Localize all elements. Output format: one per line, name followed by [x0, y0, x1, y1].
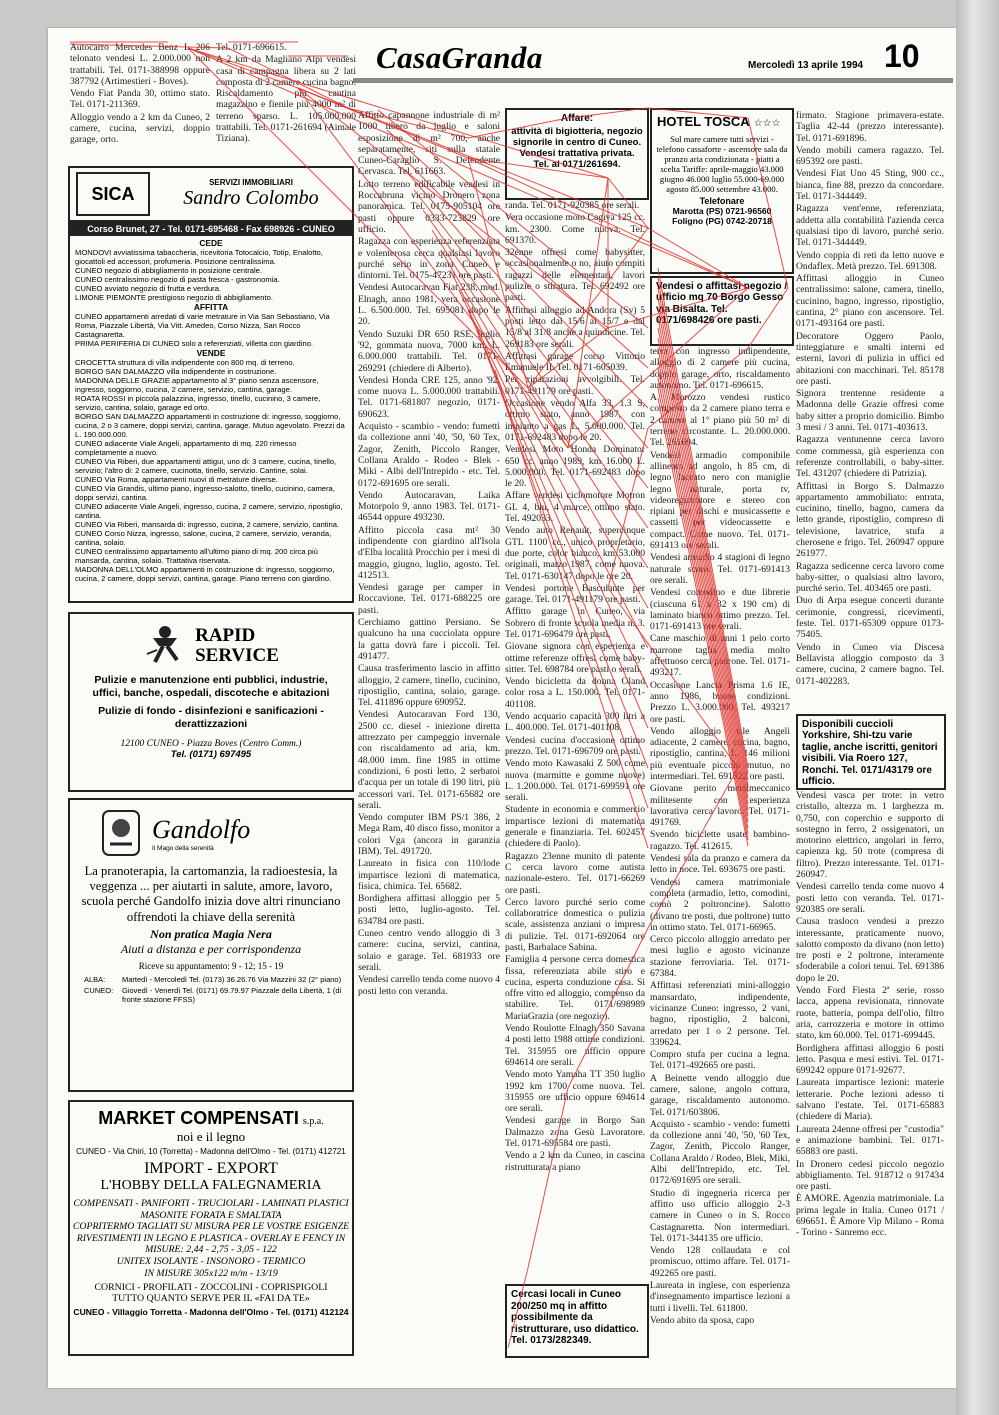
sica-listing: CUNEO appartamenti arredati di varie metrature in Via San Sebastiano, Via Roma, Piazzale Libertà, Via Vitt. Amedeo, Corso Nizza, San Rocco Castagnaretta.	[75, 312, 330, 339]
red-annotation-stroke	[648, 348, 748, 428]
gandolfo-alba-text: Martedì - Mercoledì Tel. (0173) 36.26.76 Via Mazzini 32 (2° piano)	[122, 974, 342, 984]
sica-listing: LIMONE PIEMONTE prestigioso negozio di abbigliamento.	[75, 293, 273, 302]
sica-listing: CUNEO centralissimo appartamento all'ultimo piano di mq. 200 circa più mansarda, cantina, solaio. Trattativa riservata.	[75, 547, 318, 565]
gandolfo-subtitle: Il Mago della serenità	[152, 844, 214, 852]
red-annotation-stroke	[748, 288, 788, 348]
gandolfo-magia: Non pratica Magia Nera	[150, 926, 272, 941]
market-import: IMPORT - EXPORT	[144, 1160, 278, 1177]
market-title: MARKET COMPENSATI	[98, 1108, 299, 1128]
cercasi-text: Cercasi locali in Cuneo 200/250 mq in affitto possibilmente da ristrutturare, uso didattico. Tel. 0173/282349.	[511, 1289, 639, 1347]
red-annotation-stroke	[608, 288, 748, 328]
red-annotation-stroke	[658, 288, 748, 780]
red-annotation-stroke	[658, 358, 748, 822]
classified-ad: Vendesi sala da pranzo e camera da letto in noce. Tel. 693675 ore pasti.	[650, 853, 790, 876]
market-address: CUNEO - Via Chiri, 10 (Torretta) - Madonna dell'Olmo - Tel. (0171) 412721	[76, 1147, 346, 1156]
gandolfo-aiuti: Aiuti a distanza e per corrispondenza	[120, 941, 302, 956]
page-number: 10	[884, 38, 920, 74]
classified-ad: Vendesi vasca per trote: in vetro cristallo, altezza m. 1 larghezza m. 0,750, con coperchio e supporto di sostegno in ferro, 2 ossigenatori, un motorino elettrico, angolari in ferro, capienza kg. 50 trote (compresa di filtro). Prezzo interessante. Tel. 0171-260947.	[796, 790, 944, 881]
classified-ad: Signora trentenne residente a Madonna delle Grazie offresi come baby sitter a proprio domicilio. Bimbo 3 mesi / 3 anni. Tel. 0171-403613.	[796, 388, 944, 434]
classified-ad: Vendesi carrello tenda come nuovo 4 posti letto con veranda.	[358, 974, 500, 997]
red-annotation-stroke	[658, 338, 748, 810]
classified-ad: Vendo 128 collaudata e col promiscuo, ottimo affare. Tel. 0171-492265 ore pasti.	[650, 1245, 790, 1279]
gandolfo-cuneo-text: Giovedì - Venerdì Tel. (0171) 69.79.97 Piazzale della Libertà, 1 (di fronte stazione FFSS)	[122, 985, 342, 1004]
classified-ad: Acquisto - scambio - vendo: fumetti da collezione anni '40, '50, '60 Tex, Zagor, Zenith, Piccolo Ranger, Collana Araldo - Rodeo - Blek - Miki - Albi dell'Intrepido - etc. Tel. 0172-691695 ore serali.	[358, 421, 500, 489]
rapid-title-2: SERVICE	[195, 645, 279, 666]
classified-ad: Lotto terreno edificabile vendesi in Roccabruna vicino Dronero zona panoramica. Tel. 0175-905104 ore pasti oppure 0333-723829 ore ufficio.	[358, 178, 500, 235]
classified-ad: Vendesi Honda CRE 125, anno '92, come nuova L. 5.000.000 trattabili. Tel. 0171-681807 negozio, 0171-690623.	[358, 374, 500, 420]
red-annotation-stroke	[528, 328, 608, 388]
red-annotation-stroke	[508, 1268, 528, 1348]
classified-ad: Vendesi Moto Honda Dominator 650 cc. anno 1989, km 16.000 L. 5.000.000. Tel. 0171-692483 dopo le 20.	[505, 444, 645, 490]
classified-ad: Cuneo centro vendo alloggio di 3 camere: cucina, servizi, cantina, solaio e garage. Tel. 681933 ore serali.	[358, 928, 500, 973]
red-annotation-stroke	[658, 378, 748, 834]
classified-ad: Cerchiamo gattino Persiano. Se qualcuno ha una cucciolata oppure la gatta dovrà fare i piccoli. Tel. 491477.	[358, 617, 500, 662]
market-product-line: MASONITE FORATA E SMALTATA	[140, 1209, 282, 1221]
red-annotation-stroke	[568, 928, 648, 1088]
classified-ad: Laureata in inglese, con esperienza d'insegnamento impartisce lezioni a tutti i livelli. Tel. 611800.	[650, 1280, 790, 1314]
classified-ad: Laureata impartisce lezioni: materie letterarie. Poche lezioni adesso ti salvano l'estate. Tel. 0171-65883 (chiedere di Maria).	[796, 1077, 944, 1123]
sica-listing: CUNEO Via Riberi, due appartamenti attigui, uno di: 3 camere, cucina, tinello, servizio; l'altro di: 2 camere, cucinotta, tinello, servizio. Cantine, solai.	[75, 457, 337, 475]
classified-ad: Bordighera affittasi alloggio 6 posti letto. Pasqua e mesi estivi. Tel. 0171-699242 oppure 0171-92677.	[796, 1042, 944, 1077]
classified-ad: Vendesi Autocaravan Ford 130, 2500 cc. diesel - iniezione diretta attrezzato per campeggio invernale con riscaldamento ad aria, km. 48.000 imm. fine 1985 in ottime condizioni, 6 posti letto, 2 serbatoi d'acqua per un totale di 190 litri, più accessori vari. Tel. 0171-65682 ore serali.	[358, 709, 500, 811]
classified-ad: Vendo auto Renault, supercinque GTL 1100 cc., unico proprietario, due porte, color bianco, km 53.000 originali, marzo 1987, come nuova. Tel. 0171-630147 dopo le ore 20.	[505, 525, 645, 582]
page-date: Mercoledì 13 aprile 1994	[748, 60, 864, 71]
classified-ad: Vendo mobili camera ragazzo. Tel. 695392 ore pasti.	[796, 144, 944, 168]
red-annotation-stroke	[495, 370, 648, 848]
red-annotation-stroke	[658, 388, 748, 840]
sica-listing: CUNEO adiacente Viale Angeli, appartamento di mq. 220 rimesso completamente a nuovo.	[75, 439, 297, 457]
classified-ad: Vendo computer IBM PS/1 386, 2 Mega Ram, 40 disco fisso, monitor a colori Vga (ancora in garanzia IBM). Tel. 491720.	[358, 812, 500, 857]
classified-ad: Cerco lavoro purché serio come collaboratrice domestica o pulizia scale, assistenza anziani o impresa di pulizie. Tel. 0171-692064 ore pasti, Barbalace Sabina.	[505, 896, 645, 953]
red-annotation-stroke	[70, 44, 228, 48]
hotel-text: Sul mare camere tutti servizi - telefono cassaforte - ascensore sala da pranzo aria condizionata - piatti a scelta Tariffe: aprile-maggio 43.000 giugno 46.000 luglio 55.000-69.000 agosto 85.000 settembre 43.000.	[656, 134, 788, 194]
sica-listing: ROATA ROSSI in piccola palazzina, ingresso, tinello, cucinino, 3 camere, servizio, cantina, solaio, garage ed orto.	[75, 394, 321, 412]
red-annotation-stroke	[608, 428, 648, 588]
classified-ad: Vendo Suzuki DR 650 RSE, luglio '92, gommata nuova, 7000 km, L. 6.000.000 trattabili. Tel. 0171-269291 (chiedere di Alberto).	[358, 328, 500, 374]
classified-ad: Vendo bicicletta da donna Oland color rosa a L. 150.000. Tel. 0171-401108.	[505, 676, 645, 710]
hotel-title: HOTEL TOSCA	[657, 114, 750, 129]
classified-ad: Ragazza sedicenne cerca lavoro come baby-sitter, o qualsiasi altro lavoro, purché serio. Tel. 403465 ore pasti.	[796, 560, 944, 595]
gandolfo-cuneo-label: CUNEO:	[84, 985, 114, 995]
classified-ad: Vendo moto Kawasaki Z 500 come nuova (marmitte e gomme nuove) L. 1.200.000. Tel. 0171-699591 ore serali.	[505, 758, 645, 804]
classified-ad: Vendo coppia di reti da letto nuove e Ondaflex. Metà prezzo. Tel. 691308.	[796, 249, 944, 272]
classified-ad: Vendesi Autocaravan Fiat 238, mod. Elnagh, anno 1981, vera occasione L. 6.500.000. Tel. 695081 dopo le 20.	[358, 282, 500, 328]
classified-ad: Affittasi alloggio ad Andora (Sv) 5 posti letto dal 15/6 al 15/7 e dal 15/8 al 31/8 anche a quindicine. Tel. 269183 ore serali.	[505, 304, 645, 350]
sica-listing: MADONNA DELLE GRAZIE appartamento al 3° piano senza ascensore, ingresso, soggiorno, cucina, 2 camere, servizio, cantina, garage.	[75, 376, 319, 394]
classified-ad: Famiglia 4 persone cerca domestica fissa, referenziata abile stiro e cucina, esperta conduzione casa. Si offre vitto ed alloggio, compenso da stabilire. Tel. 0171/698989 MariaGrazia (ore negozio).	[505, 954, 645, 1022]
classified-ad: Laureato in fisica con 110/lode impartisce lezioni di matematica, fisica, chimica. Tel. 65682.	[358, 858, 500, 892]
classified-ad: Affittasi in Borgo S. Dalmazzo appartamento ammobiliato: entrata, cucinino, tinello, bagno, camera da letto grande, ripostiglio, compreso di televisione, lavatrice, stufa a cherosene e frigo. Tel. 260947 oppure 261977.	[796, 480, 944, 560]
classified-ad: Vendo alloggio v.le Angeli adiacente, 2 camere, cucina, bagno, ripostiglio, cantina, L. 146 milioni più eventuale piccolo mutuo, no intermediari. Tel. 691322 ore pasti.	[650, 725, 790, 782]
classified-ad: Ragazzo 23enne munito di patente C cerca lavoro come autista nazionale-estero. Tel. 0171-66269 ore pasti.	[505, 850, 645, 896]
gandolfo-text: La pranoterapia, la cartomanzia, la radioestesia, la veggenza ... per aiutarti in salute, amore, lavoro, scuola perché Gandolfo inizia dove altri rinunciano offrendoti la chiave della serenità	[81, 864, 341, 924]
sica-listing: BORGO SAN DALMAZZO villa indipendente in costruzione.	[75, 367, 277, 376]
sica-address: Corso Brunet, 27 - Tel. 0171-695468 - Fax 698926 - CUNEO	[70, 222, 352, 236]
sica-listing: CUNEO Corso Nizza, ingresso, salone, cucina, 2 camere, servizio, veranda, cantina, solaio.	[75, 529, 332, 547]
affare-text: attività di bigiotteria, negozio signorile in centro di Cuneo. Vendesi trattativa privata. Tel. al 0171/261694.	[511, 126, 643, 170]
book-binding	[956, 0, 999, 1415]
rapid-phone: Tel. (0171) 697495	[170, 749, 252, 760]
newspaper-page	[48, 28, 956, 1388]
market-product-line: RIVESTIMENTI IN LEGNO E PLASTICA - OVERLAY E FENCY IN	[76, 1232, 346, 1244]
sica-signature: Sandro Colombo	[183, 187, 319, 209]
classified-ad: Autocarro Mercedes Benz L 206 telonato vendesi L. 2.000.000 non trattabili. Tel. 0171-388998 oppure 387792 (Artimestieri - Boves).	[70, 42, 210, 87]
hotel-stars: ☆☆☆	[753, 118, 781, 129]
classified-ad: Vendesi portone Basculante per garage. Tel. 0171-491179 ore pasti.	[505, 582, 645, 606]
sica-section-title: AFFITTA	[193, 302, 229, 312]
red-annotation-stroke	[648, 768, 738, 928]
classified-ad: Affitto garage in Cuneo, via Sobrero di fronte scuola media n. 3. Tel. 0171-696479 ore pasti.	[505, 606, 645, 640]
sica-listing: CUNEO Via Roma, appartamenti nuovi di metrature diverse.	[75, 475, 278, 484]
classified-ad: Vera occasione moto Cagiva 125 cc. km. 2300. Come nuova. Tel. 691370.	[505, 212, 645, 246]
red-annotation-stroke	[468, 158, 528, 388]
classified-ad: Vendesi camera matrimoniale completa (armadio, letto, comodini, comò 2 poltroncine). Salotto (divano tre posti, due poltrone) tutto in ottimo stato. Tel. 0171-66965.	[650, 876, 790, 933]
classified-ad: Vendo moto Yamaha TT 350 luglio 1992 km 1700 come nuova. Tel. 315955 ore ufficio oppure 694614 ore serali.	[505, 1069, 645, 1115]
classified-ad: È AMORE. Agenzia matrimoniale. La prima legale in Italia. Cuneo 0171 / 696651. È Amore Vip Milano - Roma - Torino - Sanremo ecc.	[796, 1193, 944, 1239]
sica-section-title: VENDE	[196, 348, 226, 358]
classified-ad: Ragazza con esperienza referenziata e volenterosa cerca qualsiasi lavoro purché serio in zona Cuneo e dintorni. Tel. 0175-47231 ore pasti.	[358, 236, 500, 282]
classified-ad: A Morozzo vendesi rustico composto da 2 camere piano terra e 2 camere al 1° piano più 50 m² di terreno circostante. L. 20.000.000. Tel. 261694.	[650, 392, 790, 449]
market-tutto: TUTTO QUANTO SERVE PER IL «FAI DA TE»	[112, 1293, 310, 1305]
sica-logo: SICA	[76, 172, 150, 216]
classified-ad: Vendo abito da sposa, capo	[650, 1314, 755, 1326]
negozio-text: Vendesi o affittasi negozio / ufficio mq 70 Borgo Gesso via Bisalta. Tel. 0171/698426 ore pasti.	[656, 281, 788, 327]
classified-ad: Vendesi armadio componibile allineato ad angolo, h 85 cm, di legno laccato nero con maniglie legno naturale, porta tv, videoregistratore e stereo con ripiani per dischi e musicassette e cassetti per videocassette e compact. Come nuovo. Tel. 0171-691413 ore serali.	[650, 449, 790, 552]
classified-ad: Cerco piccolo alloggio arredato per mesi luglio e agosto vicinanze stazione ferroviaria. Tel. 0171-67384.	[650, 934, 790, 980]
red-annotation-stroke	[528, 1088, 568, 1268]
rapid-text-2: Pulizie di fondo - disinfezioni e sanificazioni - derattizzazioni	[98, 705, 324, 730]
classified-ad: Laureata 24enne offresi per "custodia" e animazione bambini. Tel. 0171-65883 ore pasti.	[796, 1123, 944, 1158]
classified-ad: 32enne offresi come babysitter, occasionalmente o no, aiuto compiti ragazzi delle elementari, lavori pulizie o stiratura. Tel. 692492 ore pasti.	[505, 247, 645, 304]
classified-ad: Affitto piccola casa mt² 30 indipendente con giardino all'Isola d'Elba località Procchio per i mesi di maggio, giugno, luglio, agosto. Tel. 412513.	[358, 524, 500, 581]
red-annotation-stroke	[450, 270, 648, 648]
classified-ad: Vendo acquario capacità 300 litri a L. 400.000. Tel. 0171-401108.	[505, 711, 645, 734]
gandolfo-alba-label: ALBA:	[84, 974, 106, 984]
red-annotation-stroke	[648, 228, 748, 288]
classified-ad: Alloggio vendo a 2 km da Cuneo, 2 camere, cucina, servizi, doppio garage, orto.	[70, 111, 210, 146]
affare-title: Affare:	[560, 113, 594, 124]
classified-ad: Vendo Roulotte Elnagh 350 Savana 4 posti letto 1988 ottime condizioni. Tel. 315955 ore ufficio oppure 694614 ore serali.	[505, 1023, 645, 1068]
classified-ad: Vendesi garage per camper in Roccavione. Tel. 0171-688225 ore pasti.	[358, 582, 500, 616]
sica-listing: CUNEO Via Grandis, ultimo piano, ingresso-salotto, tinello, cucinino, camera, doppi servizi, cantina.	[75, 484, 335, 502]
classified-ad: Vendesi Fiat Uno 45 Sting, 900 cc., bianca, fine 88, prezzo da concordare. Tel. 0171-344449.	[796, 168, 944, 203]
red-annotation-stroke	[228, 48, 348, 108]
red-annotation-stroke	[528, 228, 648, 388]
market-subtitle: noi e il legno	[176, 1129, 246, 1144]
red-annotation-stroke	[658, 268, 748, 768]
red-annotation-stroke	[568, 108, 648, 118]
classified-ad: Affitto capannone industriale di m² 1000 libero da luglio e saloni esposizione di m² 700, anche separatamente, siti sulla statale Cuneo-Caraglio S. Defendente Cervasca. Tel. 611663.	[358, 110, 500, 178]
page-title: CasaGranda	[376, 40, 543, 75]
red-annotation-lines	[48, 28, 956, 1388]
classified-ad: Bordighera affittasi alloggio per 5 posti letto, luglio-agosto. Tel. 634784 ore pasti.	[358, 893, 500, 927]
red-annotation-stroke	[658, 318, 748, 798]
sica-listing: CROCETTA struttura di villa indipendente con 800 mq. di terreno.	[75, 358, 295, 367]
red-annotation-stroke	[441, 250, 648, 608]
classified-ad: A 2 km da Magliano Alpi vendesi casa di campagna libera su 2 lati composta di 2 camere cucina bagno. Riscaldamento più cantina magazzino e fienile più 4000 m² di terreno sparso. L. 105.000.000 trattabili. Tel. 0171-261694 (Aimale Tiziana).	[216, 54, 356, 145]
classified-ad: randa. Tel. 0171-920385 ore serali.	[505, 200, 640, 211]
red-annotation-stroke	[658, 398, 748, 846]
red-annotation-stroke	[658, 368, 748, 828]
sica-listing: MADONNA DELL'OLMO appartamenti in costruzione di: ingresso, soggiorno, cucina, 2 camere, doppi servizi, cantina, garage. Piano terreno con giardino.	[75, 565, 335, 583]
classified-ad: Tel. 0171-696615.	[216, 42, 287, 53]
red-annotation-stroke	[658, 298, 748, 786]
gandolfo-name: Gandolfo	[152, 814, 251, 844]
hotel-phone-title: Telefonare	[699, 196, 745, 206]
rapid-text-1: Pulizie e manutenzione enti pubblici, industrie, uffici, banche, ospedali, discoteche e abitazioni	[92, 674, 330, 699]
sica-listing: CUNEO adiacente Viale Angeli, ingresso, cucina, 2 camere, servizio, ripostiglio, cantina.	[75, 502, 343, 520]
classified-ad: Vendesi comodino e due librerie (ciascuna 61 x 32 x 190 cm) di laminato bianco ottimo prezzo. Tel. 0171-691413 ore serali.	[650, 587, 790, 633]
rapid-address: 12100 CUNEO - Piazza Boves (Centro Comm.)	[120, 739, 302, 749]
classified-ad: Affittasi garage corso Vittorio Emanuele II. Tel. 0171-605039.	[505, 350, 645, 374]
market-suffix: s.p.a.	[302, 1116, 324, 1127]
sica-section-title: CEDE	[199, 238, 223, 248]
market-product-line: UNITEX ISOLANTE - INSONORO - TERMICO	[116, 1255, 306, 1267]
red-annotation-stroke	[188, 48, 748, 288]
classified-ad: Vendo in Cuneo via Discesa Bellavista alloggio composto da 3 camere, cucina, 2 camere bagno. Tel. 0171-402283.	[796, 641, 944, 687]
red-annotation-stroke	[658, 348, 748, 816]
classified-ad: Affare vendesi ciclomotore Motron GL 4, blu, 4 marce, ottimo stato. Tel. 492033.	[505, 490, 645, 525]
sica-listing: CUNEO avviato negozio di frutta e verdura.	[75, 284, 222, 293]
market-product-line: COMPENSATI - PANIFORTI - TRUCIOLARI - LAMINATI PLASTICI	[73, 1198, 349, 1209]
classified-ad: Vendesi armadio 4 stagioni di legno naturale scuro. Tel. 0171-691413 ore serali.	[650, 552, 790, 586]
classified-ad: Studente in economia e commercio impartisce lezioni di matematica generale e finanziaria. Tel. 602457 (chiedere di Paolo).	[505, 804, 645, 850]
red-annotation-stroke	[459, 290, 648, 688]
classified-ad: Decoratore Oggero Paolo, tinteggiature e smalti interni ed esterni, lavori di pulizia in uffici ed abitazioni con macchinari. Tel. 85178 ore pasti.	[796, 330, 944, 387]
red-annotation-stroke	[414, 190, 648, 488]
classified-ad: Per riparazioni avvolgibili. Tel. 0171-491179 ore pasti.	[505, 374, 645, 397]
red-annotation-stroke	[188, 48, 528, 388]
red-annotation-stroke	[432, 230, 648, 568]
gandolfo-riceve: Riceve su appuntamento: 9 - 12; 15 - 19	[138, 960, 284, 971]
market-product-line: IN MISURE 305x122 m/m - 13/19	[144, 1267, 278, 1279]
classified-ad: In Dronero cedesi piccolo negozio abbigliamento. Tel. 918712 o 917434 ore pasti.	[796, 1158, 944, 1193]
classified-ad: firmato. Stagione primavera-estate. Taglia 42-44 (prezzo interessante). Tel. 0171-691896.	[796, 110, 944, 144]
sica-listing: PRIMA PERIFERIA DI CUNEO solo a referenziati, villetta con giardino.	[75, 339, 314, 348]
sica-tagline: SERVIZI IMMOBILIARI	[209, 178, 293, 187]
sica-listing: MONDOVI avviatissima tabaccheria, ricevitoria Totocalcio, Totip, Enalotto, giocattoli ed accessori, profumeria. Posizione centralissima.	[75, 248, 323, 266]
classified-ad: Studio di ingegneria ricerca per affitto uso ufficio alloggio 2-3 camere in Cuneo o in S. Rocco Castagnaretta. Non intermediari. Tel. 0171-344135 ore ufficio.	[650, 1187, 790, 1244]
classified-ad: Svendo biciclette usate bambino-ragazzo. Tel. 412615.	[650, 829, 790, 852]
market-product-line: MISURE: 2,44 - 2,75 - 3,05 - 122	[145, 1244, 277, 1256]
market-hobby: L'HOBBY DELLA FALEGNAMERIA	[100, 1178, 322, 1193]
classified-ad: Ragazza vent'enne, referenziata, addetta alla contabilità l'azienda cerca qualsiasi tipo di lavoro, purché serio. Tel. 0171-344449.	[796, 203, 944, 249]
red-annotation-stroke	[468, 118, 568, 138]
classified-ad: Acquisto - scambio - vendo: fumetti da collezione anni '40, '50, '60 Tex, Zagor, Zenith, Piccolo Ranger, Collana Araldo / Rodeo, Blek, Miki, Albi dell'Intrepido, etc. Tel. 0172/691695 ore serali.	[650, 1118, 790, 1187]
red-annotation-stroke	[188, 48, 298, 88]
classified-ad: Occasione vendo Alfa 33, 1.3 S, ottimo stato, anno 1987, con impianto a gas L. 5.000.000. Tel. 0171-692483 dopo le 20.	[505, 398, 645, 443]
classified-ad: terra con ingresso indipendente, alloggio di 2 camere più cucina, doppio garage, orto, riscaldamento autonomo. Tel. 0171-696615.	[650, 346, 790, 391]
market-footer: CUNEO - Villaggio Torretta - Madonna dell'Olmo - Tel. (0171) 412124	[73, 1307, 349, 1318]
sica-listing: CUNEO centralissimo negozio di pasta fresca - gastronomia.	[75, 275, 280, 284]
rapid-title-1: RAPID	[195, 625, 256, 646]
classified-ad: Vendesi carrello tenda come nuovo 4 posti letto con veranda. Tel. 0171-920385 ore serali.	[796, 881, 944, 915]
classified-ad: Vendesi garage in Borgo San Dalmazzo zona Gesù Lavoratore. Tel. 0171-695584 ore pasti.	[505, 1115, 645, 1150]
market-cornici: CORNICI - PROFILATI - ZOCCOLINI - COPRISPIGOLI	[94, 1282, 328, 1294]
classified-ad: Affittasi alloggio in Cuneo centralissimo: salone, camera, tinello, cucinino, bagno, ingresso, ripostiglio, cantina, 2° piano con ascensore. Tel. 0171-493164 ore pasti.	[796, 273, 944, 330]
red-annotation-stroke	[658, 328, 748, 804]
classified-ad: Causa trasferimento lascio in affitto alloggio, 2 camere, tinello, cucinino, ripostiglio, cantina, solaio, garage. Tel. 411896 oppure 690952.	[358, 663, 500, 709]
classified-ad: Occasione Lancia Prisma 1.6 IE, anno 1986, buone condizioni. Prezzo L. 3.000.000. Tel. 493217 ore pasti.	[650, 679, 790, 725]
hotel-phones: Marotta (PS) 0721-96560 Foligno (PG) 0742-20718	[672, 206, 772, 226]
classified-ad: Cane maschio di anni 1 pelo corto marrone taglia media molto affettuoso cerca padrone. Tel. 0171-493217.	[650, 633, 790, 679]
classified-ad: Ragazza ventunenne cerca lavoro come commessa, già esperienza con referenze controllabili, o baby-sitter. Tel. 431207 (chiedere di Patrizia).	[796, 434, 944, 480]
sica-listing: CUNEO negozio di abbigliamento in posizione centrale.	[75, 266, 262, 275]
classified-ad: Compro stufa per cucina a legna. Tel. 0171-492665 ore pasti.	[650, 1049, 790, 1072]
market-product-line: COPRITERMO TAGLIATI SU MISURA PER LE VOSTRE ESIGENZE	[72, 1221, 350, 1233]
classified-ad: Vendo a 2 km da Cuneo, in cascina ristrutturata a piano	[505, 1150, 645, 1173]
classified-ad: Duo di Arpa esegue concerti durante cerimonie, congressi, ricevimenti, feste. Tel. 0171-65309 oppure 0173-75405.	[796, 595, 944, 641]
red-annotation-stroke	[528, 388, 568, 448]
sica-listing: CUNEO Via Riberi, mansarda di: ingresso, cucina, 2 camere, servizio, cantina.	[75, 520, 340, 529]
red-annotation-stroke	[188, 48, 608, 178]
classified-ad: Vendo Ford Fiesta 2ª serie, rosso lacca, appena revisionata, rinnovate ruote, batteria, pompa dell'olio, filtro aria, carrozzeria e motore in ottimo stato, km 60.000. Tel. 0171-699445.	[796, 985, 944, 1042]
classified-ad: Vendo Fiat Panda 30, ottimo stato. Tel. 0171-211369.	[70, 88, 210, 111]
classified-ad: Vendo Autocaravan, Laika Motorpolo 9, anno 1983. Tel. 0171-46544 oppure 493230.	[358, 489, 500, 524]
red-annotation-stroke	[405, 170, 648, 448]
sica-listing: BORGO SAN DALMAZZO appartamenti in costruzione di: ingresso, soggiorno, cucina, 2 o 3 camere, doppi servizi, cantina, garage. Mutuo agevolato. Prezzi da L. 190.000.000.	[75, 412, 345, 439]
red-annotation-stroke	[658, 278, 748, 774]
red-annotation-stroke	[748, 118, 788, 288]
red-annotation-stroke	[648, 108, 748, 118]
classified-ad: Vendesi cucina d'occasione ottimo prezzo. Tel. 0171-696709 ore pasti.	[505, 734, 645, 757]
classified-ad: Giovane signora con esperienza e ottime referenze offresi come baby-sitter. Tel. 698784 ore pasti o serali.	[505, 641, 645, 675]
classified-ad: Affittasi referenziati mini-alloggio mansardato, indipendente, vicinanze Cuneo: ingresso, 2 vani, bagno, ripostiglio, 2 balconi, arredato per 1 o 2 persone. Tel. 339624.	[650, 980, 790, 1048]
classified-ad: Causa trasloco vendesi a prezzo interessante, praticamente nuovo, salotto composto da divano (non letto) tre posti e 2 poltrone, interamente sfoderabile a colori tenui. Tel. 691386 dopo le 20.	[796, 916, 944, 984]
classified-ad: A Beinette vendo alloggio due camere, salone, angolo cottura, garage, riscaldamento autonomo. Tel. 0171/603806.	[650, 1072, 790, 1118]
cuccioli-text: Disponibili cuccioli Yorkshire, Shi-tzu varie taglie, anche iscritti, genitori visibili. Via Roero 127, Ronchi. Tel. 0171/43179 ore ufficio.	[802, 719, 938, 788]
red-annotation-stroke	[387, 130, 648, 368]
classified-ad: Giovane perito metalmeccanico militesente con esperienza lavorativa cerca lavoro. Tel. 0171-491769.	[650, 783, 790, 829]
